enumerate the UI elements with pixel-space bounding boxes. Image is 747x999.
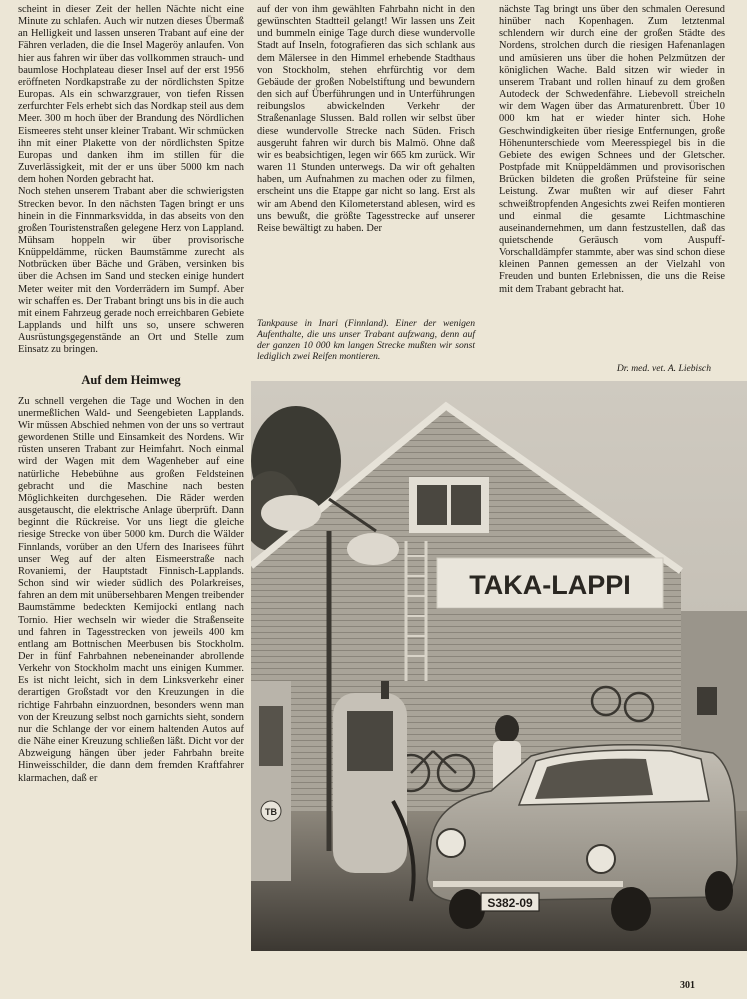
paragraph: Noch stehen unserem Trabant aber die schwierigsten Strecken bevor. In den nächsten Tagen bringt er uns hinein in die Finnmarksvidda, in das abseits von den großen Touristenstraßen gelegene Herz von Lappland. Mühsam hoppeln wir über provisorische Knüppeldämme, rücken Baumstämme zurecht als Notbrücken über Bäche und Gräben, versinken bis über die Achsen im Sand und stecken einige hundert Meter weiter mit den Vorderrädern im Sumpf. Aber wir schaffen es. Der Trabant bringt uns bis in die auch mit einem Fahrzeug gerade noch erreichbaren Gebiete Lapplands und hilft uns so, unsere schweren Ausrüstungsgegenstände an Ort und Stelle zum Einsatz zu bringen. <box>18 186 244 356</box>
paragraph: scheint in dieser Zeit der hellen Nächte nicht eine Minute zu schlafen. Auch wir nutzen dieses Übermaß an Helligkeit und lassen unseren Trabant auf eine der Fähren verladen, die die Insel Mageröy anlaufen. Von hier aus fahren wir über das vollkommen strauch- und baumlose Hochplateau dieser Insel auf der erst 1956 eröffneten Nordkapstraße zu der nördlichsten Spitze Europas. Als ein schwarzgrauer, von tiefen Rissen zerfurchter Fels erhebt sich das Nordkap steil aus dem Meer. 300 m hoch über der Brandung des Nördlichen Eismeeres steht unser kleiner Trabant. Wir schmücken ihn mit einer Plakette von der nördlichsten Spitze Europas und danken ihm im stillen für die Zuverlässigkeit, mit der er uns über 5000 km nach dem hohen Norden gebracht hat. <box>18 4 244 186</box>
paragraph: auf der von ihm gewählten Fahrbahn nicht in den gewünschten Stadtteil gelangt! Wir lassen uns Zeit und bummeln einige Tage durch diese wundervolle Stadt auf Inseln, fotografieren das sich schlank aus dem Mälersee in den Himmel erhebende Stadthaus von Stockholm, stehen ehrfürchtig vor dem Gebäude der großen Nobelstiftung und bewundern den sich auf Überführungen und in Unterführungen reibungslos abwickelnden Verkehr der Straßenanlage Slussen. Bald rollen wir selbst über diese wundervolle Strecke nach Süden. Frisch ausgeruht fahren wir durch bis Malmö. Ohne daß wir es beabsichtigen, legen wir 665 km zurück. Wir waren 11 Stunden unterwegs. Da wir oft gehalten haben, um Aufnahmen zu machen oder zu filmen, erscheint uns die Etappe gar nicht so lang. Erst als wir am Abend den Kilometerstand ablesen, wird es uns bewußt, die größte Tagesstrecke auf unserer Reise bewältigt zu haben. Der <box>257 4 475 234</box>
license-plate: S382-09 <box>487 896 533 910</box>
page-number: 301 <box>680 980 695 991</box>
station-sign-text: TAKA-LAPPI <box>469 570 631 600</box>
gas-station-photo <box>251 381 747 951</box>
text-column-middle <box>257 4 475 235</box>
photo-caption: Tankpause in Inari (Finnland). Einer der wenigen Aufenthalte, die uns unser Trabant aufzwang, denn auf der ganzen 10 000 km langen Strecke mußten wir sonst lediglich zwei Reifen montieren. <box>257 318 475 362</box>
pump-badge: TB <box>265 807 277 817</box>
paragraph: Zu schnell vergehen die Tage und Wochen in den unermeßlichen Wald- und Seengebieten Lapplands. Wir müssen Abschied nehmen von der uns so vertraut gewordenen Stille und Einsamkeit des Nordens. Wir rüsten unseren Trabant zur Heimfahrt. Noch einmal wird der Wagen mit dem Wagenheber auf eine natürliche Hebebühne aus großen Feldsteinen gebracht und die Maschine nach besten Möglichkeiten durchgesehen. Die Räder werden ausgetauscht, die elektrische Anlage überprüft. Dann beginnt die Rückreise. Vor uns liegt die gleiche riesige Strecke von über 5000 km. Durch die Wälder Finnlands, vorüber an den Ufern des Inarisees führt unser Weg auf der alten Eismeerstraße nach Rovaniemi, der Hauptstadt Finnisch-Lapplands. Schon sind wir wieder südlich des Polarkreises, fahren an dem mit unübersehbaren Mengen treibender Baumstämme bedeckten Kemijocki entlang nach Tornio. Hier wechseln wir wieder die Straßenseite und fahren in Tagesstrecken von jeweils 400 km entlang am Bottnischen Meerbusen bis Stockholm. Der in fünf Fahrbahnen nebeneinander abrollende Verkehr von Stockholm macht uns einigen Kummer. Es ist nicht leicht, sich in dem Linksverkehr einer derartigen Großstadt vor den Kreuzungen in die richtige Fahrbahn einzuordnen, besonders wenn man von der Kreuzung selbst noch garnichts sieht, sondern nur die Schlange der vor einem haltenden Autos auf die Nähe einer Kreuzung schließen läßt. Dicht vor der Abzweigung hängen über jeder Fahrbahn breite Hinweisschilder, die dann dem fremden Kraftfahrer klarmachen, daß er <box>18 395 244 784</box>
text-column-left <box>18 4 244 785</box>
text-column-right <box>499 4 725 296</box>
section-heading: Auf dem Heimweg <box>81 372 181 387</box>
author-signature: Dr. med. vet. A. Liebisch <box>616 363 711 374</box>
paragraph: nächste Tag bringt uns über den schmalen Oeresund hinüber nach Kopenhagen. Zum letztenmal schlendern wir durch eine der großen Städte des Nordens, strolchen durch die riesigen Hafenanlagen und amüsieren uns über die hohen Pelzmützen der königlichen Wache. Bald sitzen wir wieder in unserem Trabant und rollen hinauf zu dem großen Autodeck der Schwedenfähre. Liebevoll streicheln wir dem Wagen über das Armaturenbrett. Über 10 000 km hat er wieder hinter sich. Hohe Geschwindigkeiten über riesige Entfernungen, große Höhenunterschiede vom Meeresspiegel bis in die Gebiete des ewigen Schnees und der Gletscher. Postpfade mit Knüppeldämmen und provisorischen Brücken bildeten die großen Prüfsteine für seine Leistung. Zwar mußten wir auf dieser Fahrt schweißtropfenden Angesichts zwei Reifen montieren und einmal die gesamte Lichtmaschine auseinandernehmen, um dann festzustellen, daß das quietschende Geräusch vom Auspuff-Vorschalldämpfer stammte, aber was sind schon diese kleinen Pannen gemessen an der Vielzahl von Freuden und bunten Erlebnissen, die uns die Reise mit dem Trabant gebracht hat. <box>499 4 725 295</box>
